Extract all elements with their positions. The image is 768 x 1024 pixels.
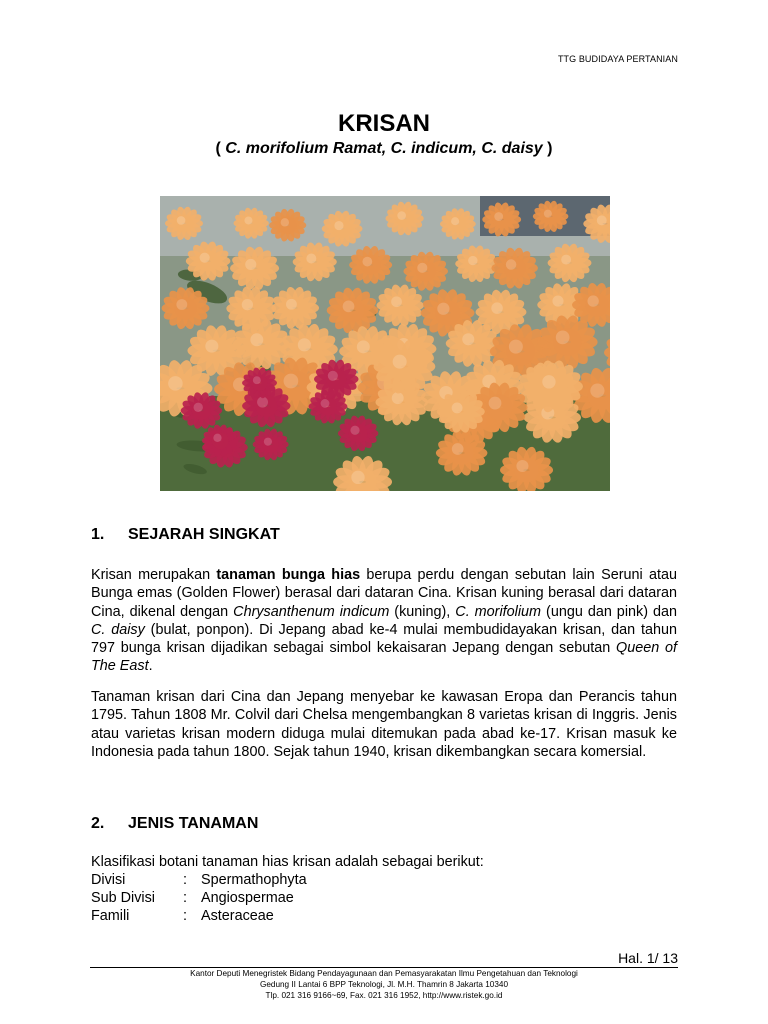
- section-2-intro: Klasifikasi botani tanaman hias krisan adalah sebagai berikut:: [91, 854, 484, 870]
- section-1-paragraph-2: [91, 688, 677, 761]
- classification-colon: :: [183, 890, 187, 906]
- bold-text: tanaman bunga hias: [216, 567, 361, 583]
- text-run: Tanaman krisan dari Cina dan Jepang menyebar ke kawasan Eropa dan Perancis tahun 1795. Tahun 1808 Mr. Colvil dari Chelsa mengembangkan 8 varietas krisan di Inggris. Jenis atau varietas krisan modern diduga mulai ditemukan pada abad ke-17. Krisan masuk ke Indonesia pada tahun 1800. Sejak tahun 1940, krisan dikembangkan secara komersial.: [91, 689, 677, 760]
- classification-label: Sub Divisi: [91, 890, 155, 906]
- classification-label: Famili: [91, 908, 130, 924]
- section-1-heading: [91, 526, 280, 544]
- classification-label: Divisi: [91, 872, 126, 888]
- subtitle-open-paren: (: [215, 140, 226, 157]
- text-run: .: [148, 658, 153, 675]
- section-2-heading: [91, 815, 258, 833]
- flower-photo-illustration: [160, 196, 610, 491]
- text-run: berupa perdu dengan sebutan lain Seruni atau Bunga emas (Golden Flower) berasal dari dataran Cina. Krisan kuning berasal dari dataran Cina, dikenal dengan: [91, 567, 677, 620]
- classification-row: [91, 889, 294, 907]
- page-title: KRISAN: [337, 110, 430, 137]
- footer-line-2: Gedung II Lantai 6 BPP Teknologi, Jl. M.H. Thamrin 8 Jakarta 10340: [259, 980, 509, 989]
- italic-text: Queen of The East: [91, 640, 677, 675]
- scientific-names: C. morifolium Ramat, C. indicum, C. daisy: [225, 140, 543, 157]
- page-number: Hal. 1/ 13: [618, 950, 678, 966]
- running-header: TTG BUDIDAYA PERTANIAN: [557, 54, 678, 64]
- section-2-title: JENIS TANAMAN: [128, 815, 259, 832]
- footer-line-3: Tlp. 021 316 9166~69, Fax. 021 316 1952, http://www.ristek.go.id: [265, 991, 503, 1000]
- text-run: (bulat, ponpon). Di Jepang abad ke-4 mulai membudidayakan krisan, dan tahun 797 bunga krisan dijadikan sebagai simbol kekaisaran Jepang dengan sebutan: [91, 621, 677, 657]
- italic-text: C. daisy: [91, 621, 145, 638]
- classification-value: Angiospermae: [201, 890, 294, 906]
- section-1-title: SEJARAH SINGKAT: [128, 526, 280, 543]
- classification-row: [91, 871, 307, 889]
- chrysanthemum-photo: [160, 196, 610, 491]
- classification-colon: :: [183, 872, 187, 888]
- subtitle-close-paren: ): [542, 140, 553, 157]
- section-2-number: 2.: [91, 815, 105, 832]
- italic-text: C. morifolium: [455, 603, 542, 620]
- footer: [90, 968, 678, 1001]
- page-subtitle: [0, 140, 768, 158]
- classification-value: Spermathophyta: [201, 872, 307, 888]
- footer-line-1: Kantor Deputi Menegristek Bidang Pendayagunaan dan Pemasyarakatan Ilmu Pengetahuan dan Teknologi: [190, 969, 578, 978]
- text-run: Krisan merupakan: [91, 567, 217, 583]
- section-1-number: 1.: [91, 526, 105, 543]
- section-1-paragraph-1: [91, 566, 677, 676]
- classification-value: Asteraceae: [201, 908, 274, 924]
- text-run: (kuning),: [389, 603, 456, 620]
- classification-row: [91, 907, 274, 925]
- italic-text: Chrysanthenum indicum: [233, 603, 390, 620]
- text-run: (ungu dan pink) dan: [541, 603, 677, 620]
- classification-colon: :: [183, 908, 187, 924]
